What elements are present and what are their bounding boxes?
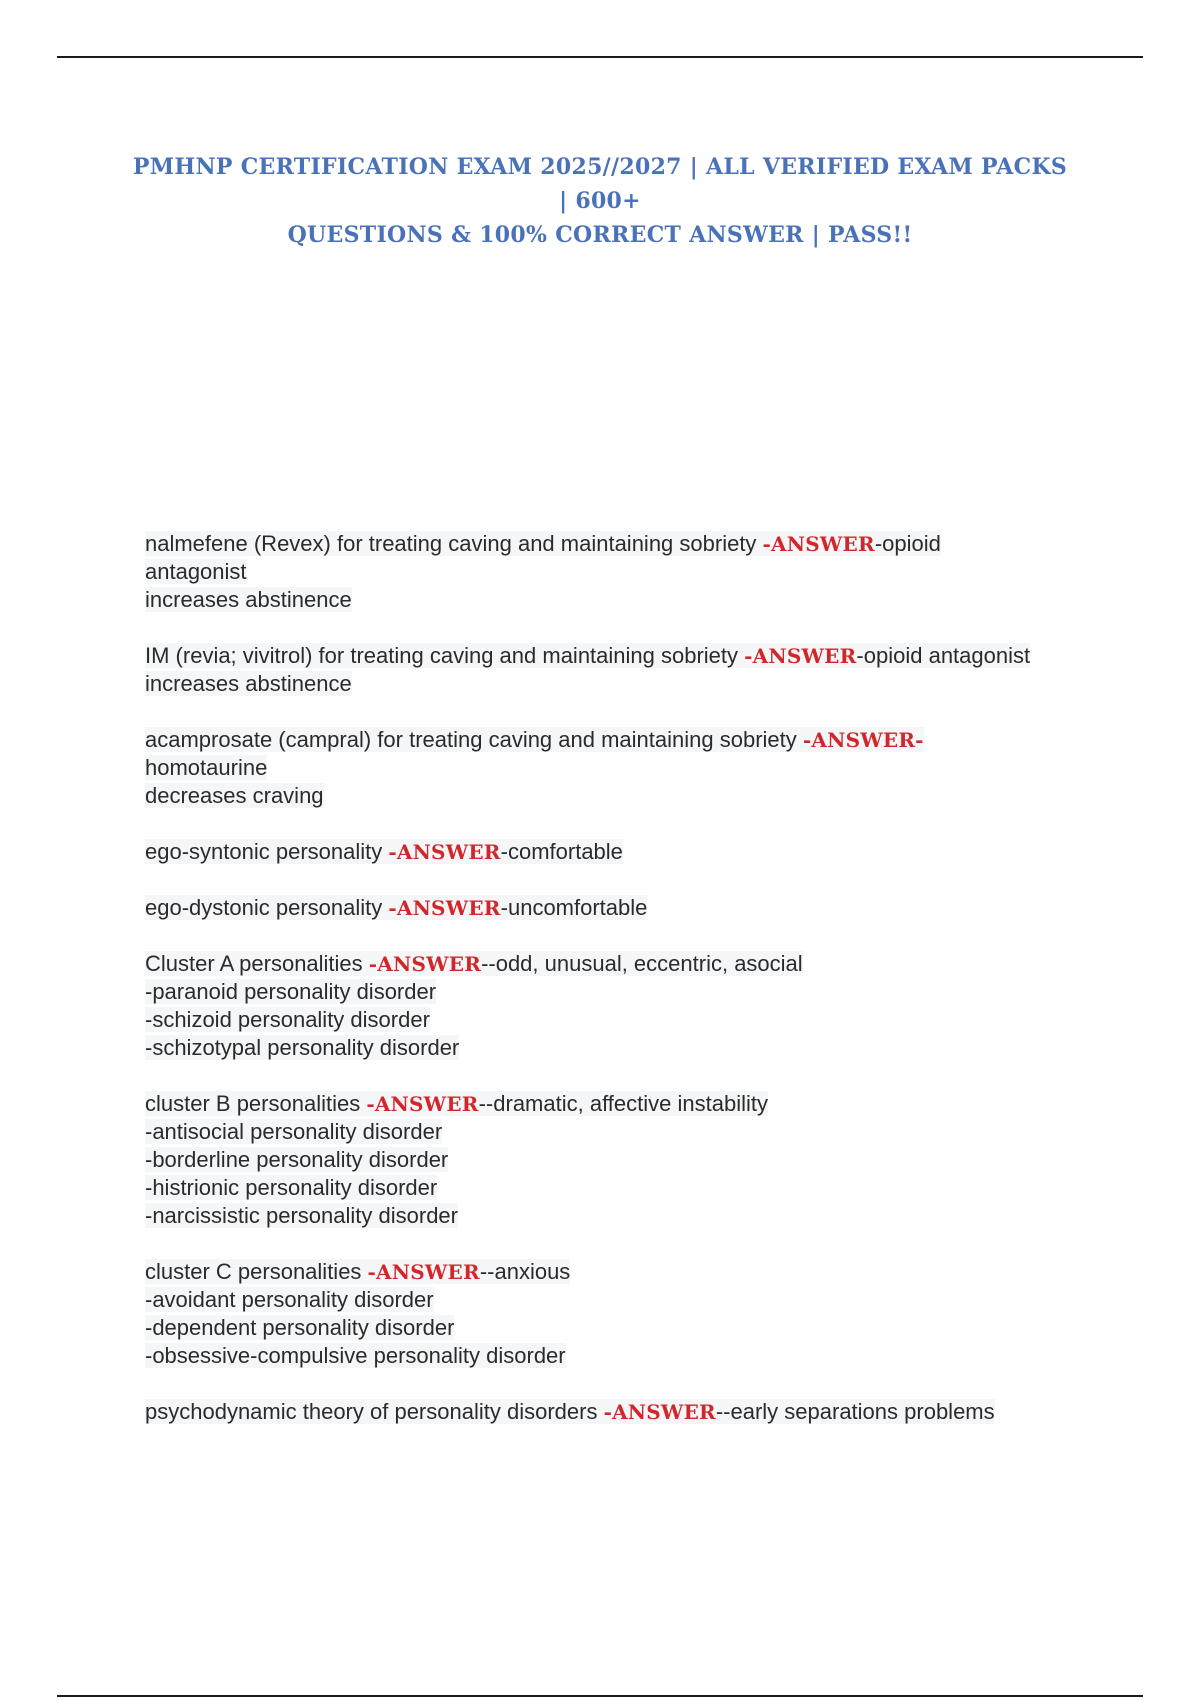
answer-marker: -ANSWER <box>744 644 857 668</box>
qa-item <box>145 1258 1105 1370</box>
question-text: IM (revia; vivitrol) for treating caving and maintaining sobriety <box>145 643 745 668</box>
title-line-1: PMHNP CERTIFICATION EXAM 2025//2027 | ALL VERIFIED EXAM PACKS | 600+ <box>132 154 1068 214</box>
answer-text: --dramatic, affective instability <box>478 1091 768 1116</box>
qa-first-line <box>145 950 1105 978</box>
answer-line: -histrionic personality disorder <box>145 1175 438 1200</box>
qa-first-line <box>145 530 1105 558</box>
answer-line: increases abstinence <box>145 671 352 696</box>
qa-first-line <box>145 726 1105 754</box>
question-text: cluster C personalities <box>145 1259 368 1284</box>
question-text: ego-syntonic personality <box>145 839 389 864</box>
answer-text: -opioid antagonist <box>856 643 1031 668</box>
answer-line: antagonist <box>145 559 247 584</box>
qa-item <box>145 1090 1105 1230</box>
qa-item <box>145 726 1105 810</box>
answer-line: homotaurine <box>145 755 268 780</box>
question-text: acamprosate (campral) for treating caving and maintaining sobriety <box>145 727 803 752</box>
qa-first-line <box>145 1090 1105 1118</box>
qa-item <box>145 642 1105 698</box>
answer-line: -borderline personality disorder <box>145 1147 449 1172</box>
qa-first-line <box>145 1398 1105 1426</box>
qa-item <box>145 838 1105 866</box>
answer-text: -uncomfortable <box>500 895 648 920</box>
answer-line: increases abstinence <box>145 587 352 612</box>
answer-line: decreases craving <box>145 783 324 808</box>
answer-line: -paranoid personality disorder <box>145 979 437 1004</box>
answer-marker: -ANSWER <box>368 952 482 976</box>
footer-rule <box>57 1695 1143 1697</box>
qa-first-line <box>145 642 1105 670</box>
question-text: ego-dystonic personality <box>145 895 389 920</box>
answer-marker: -ANSWER <box>603 1400 716 1424</box>
answer-marker: -ANSWER <box>802 728 916 752</box>
answer-marker: -ANSWER <box>388 896 501 920</box>
qa-list <box>145 530 1105 1454</box>
qa-item <box>145 1398 1105 1426</box>
answer-text: --odd, unusual, eccentric, asocial <box>481 951 803 976</box>
qa-first-line <box>145 1258 1105 1286</box>
answer-marker: -ANSWER <box>366 1092 479 1116</box>
answer-line: -obsessive-compulsive personality disorder <box>145 1343 566 1368</box>
header-rule <box>57 56 1143 58</box>
answer-marker: -ANSWER <box>762 532 875 556</box>
qa-item <box>145 530 1105 614</box>
answer-line: -antisocial personality disorder <box>145 1119 443 1144</box>
answer-line: -avoidant personality disorder <box>145 1287 434 1312</box>
answer-line: -dependent personality disorder <box>145 1315 455 1340</box>
question-text: psychodynamic theory of personality disorders <box>145 1399 604 1424</box>
qa-item <box>145 950 1105 1062</box>
answer-line: -narcissistic personality disorder <box>145 1203 458 1228</box>
answer-marker: -ANSWER <box>388 840 501 864</box>
answer-text: - <box>915 728 924 752</box>
title-line-2: QUESTIONS & 100% CORRECT ANSWER | PASS!! <box>287 222 913 248</box>
question-text: Cluster A personalities <box>145 951 369 976</box>
question-text: nalmefene (Revex) for treating caving and maintaining sobriety <box>145 531 763 556</box>
answer-line: -schizoid personality disorder <box>145 1007 430 1032</box>
answer-text: --anxious <box>479 1259 571 1284</box>
answer-text: -opioid <box>874 531 941 556</box>
answer-text: -comfortable <box>500 839 623 864</box>
answer-line: -schizotypal personality disorder <box>145 1035 460 1060</box>
answer-marker: -ANSWER <box>367 1260 480 1284</box>
question-text: cluster B personalities <box>145 1091 367 1116</box>
page-title <box>130 150 1070 252</box>
qa-first-line <box>145 838 1105 866</box>
qa-first-line <box>145 894 1105 922</box>
qa-item <box>145 894 1105 922</box>
answer-text: --early separations problems <box>715 1399 995 1424</box>
